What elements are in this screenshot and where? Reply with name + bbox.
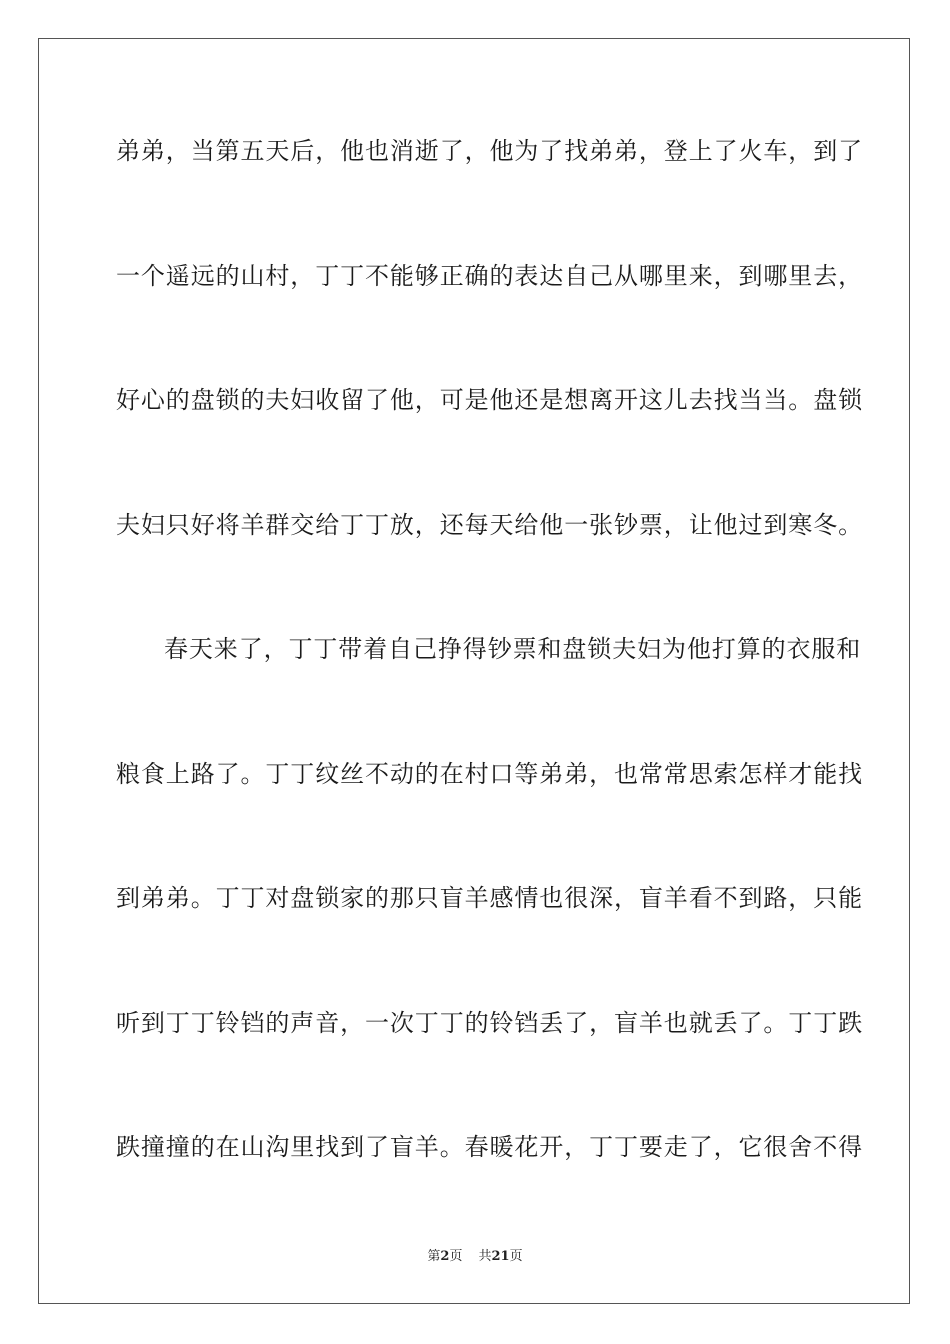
text-line-9: 跌撞撞的在山沟里找到了盲羊。春暖花开，丁丁要走了，它很舍不得 bbox=[116, 1133, 863, 1161]
text-line-3: 好心的盘锁的夫妇收留了他，可是他还是想离开这儿去找当当。盘锁 bbox=[116, 386, 863, 414]
total-prefix: 共 bbox=[478, 1249, 492, 1264]
page-footer bbox=[0, 1248, 950, 1266]
text-line-6: 粮食上路了。丁丁纹丝不动的在村口等弟弟，也常常思索怎样才能找 bbox=[116, 760, 863, 788]
text-line-5-paragraph-start: 春天来了，丁丁带着自己挣得钞票和盘锁夫妇为他打算的衣服和 bbox=[164, 635, 862, 663]
text-line-8: 听到丁丁铃铛的声音，一次丁丁的铃铛丢了，盲羊也就丢了。丁丁跌 bbox=[116, 1009, 863, 1037]
page-total: 21 bbox=[491, 1249, 510, 1264]
text-line-7: 到弟弟。丁丁对盘锁家的那只盲羊感情也很深，盲羊看不到路，只能 bbox=[116, 884, 863, 912]
page-prefix: 第 bbox=[427, 1249, 441, 1264]
text-line-2: 一个遥远的山村，丁丁不能够正确的表达自己从哪里来，到哪里去， bbox=[116, 262, 863, 290]
total-suffix: 页 bbox=[509, 1249, 523, 1264]
text-line-1: 弟弟，当第五天后，他也消逝了，他为了找弟弟，登上了火车，到了 bbox=[116, 137, 863, 165]
page-suffix: 页 bbox=[449, 1249, 463, 1264]
page-border bbox=[38, 38, 910, 1304]
text-line-4: 夫妇只好将羊群交给丁丁放，还每天给他一张钞票，让他过到寒冬。 bbox=[116, 511, 863, 539]
page-current: 2 bbox=[440, 1249, 450, 1264]
